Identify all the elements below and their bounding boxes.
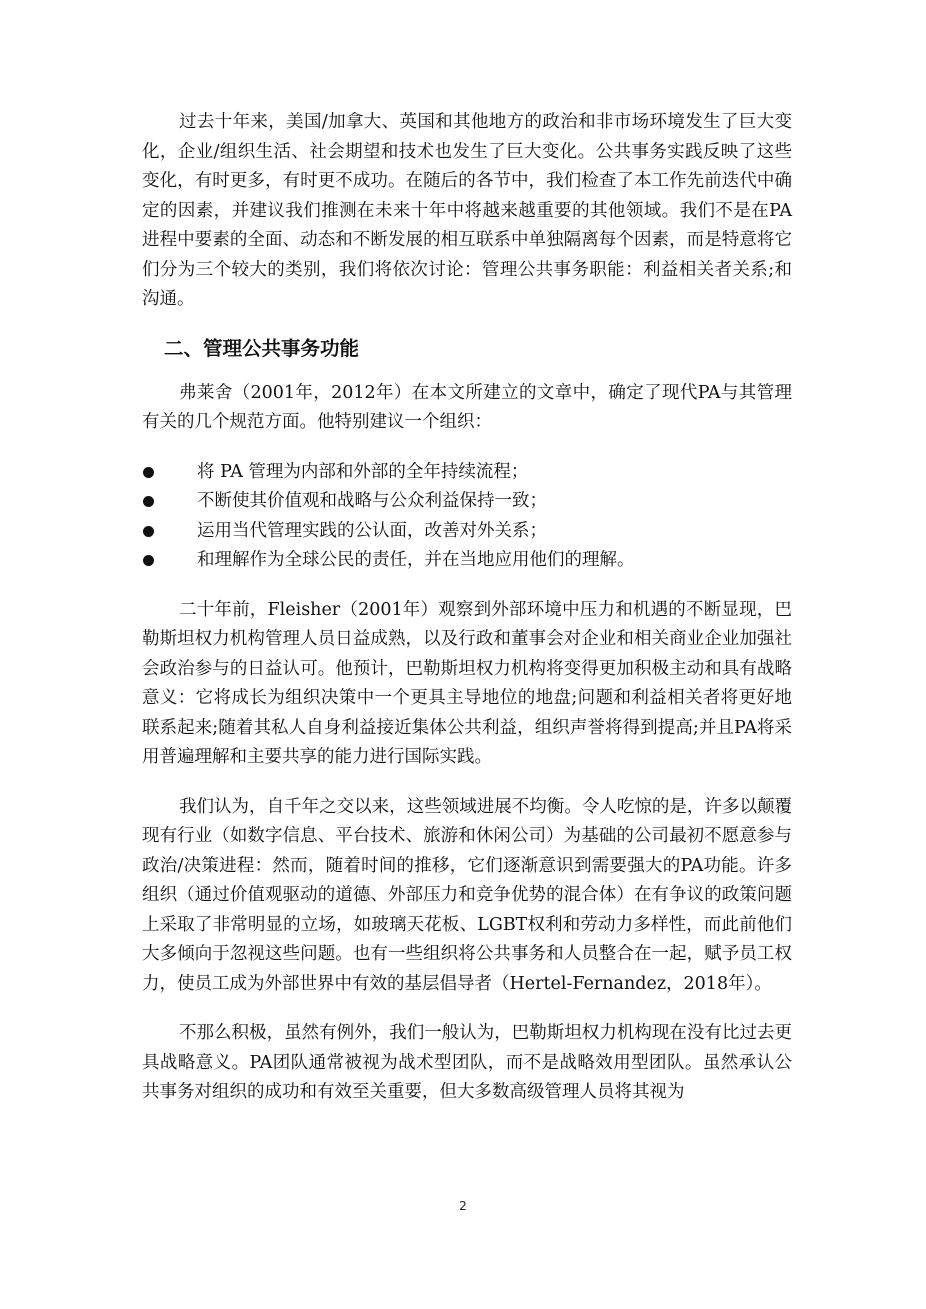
- section-heading: 二、管理公共事务功能: [164, 336, 360, 360]
- paragraph-twenty-years: 二十年前，Fleisher（2001年）观察到外部环境中压力和机遇的不断显现，巴勒斯坦权力机构管理人员日益成熟，以及行政和董事会对企业和相关商业企业加强社会政治参与的日益认可。他预计，巴勒斯坦权力机构将变得更加积极主动和具有战略意义：它将成长为组织决策中一个更具主导地位的地盘;问题和利益相关者将更好地联系起来;随着其私人自身利益接近集体公共利益，组织声誉将得到提高;并且PA将采用普遍理解和主要共享的能力进行国际实践。: [142, 599, 792, 767]
- list-item: [142, 487, 792, 517]
- paragraph-fleisher-intro: 弗莱舍（2001年，2012年）在本文所建立的文章中，确定了现代PA与其管理有关的几个规范方面。他特别建议一个组织：: [142, 382, 792, 432]
- bullet-text: 和理解作为全球公民的责任，并在当地应用他们的理解。: [197, 550, 635, 570]
- bullet-list: [142, 458, 792, 576]
- bullet-text: 将 PA 管理为内部和外部的全年持续流程；: [197, 461, 529, 482]
- page-number: 2: [459, 1199, 467, 1213]
- paragraph-millennium: 我们认为，自千年之交以来，这些领域进展不均衡。令人吃惊的是，许多以颠覆现有行业（如数字信息、平台技术、旅游和休闲公司）为基础的公司最初不愿意参与政治/决策进程：然而，随着时间的推移，它们逐渐意识到需要强大的PA功能。许多组织（通过价值观驱动的道德、外部压力和竞争优势的混合体）在有争议的政策问题上采取了非常明显的立场，如玻璃天花板、LGBT权利和劳动力多样性，而此前他们大多倾向于忽视这些问题。也有一些组织将公共事务和人员整合在一起，赋予员工权力，使员工成为外部世界中有效的基层倡导者（Hertel-Fernandez，2018年）。: [142, 796, 792, 994]
- bullet-dot-icon: [143, 555, 154, 566]
- bullet-text: 不断使其价值观和战略与公众利益保持一致；: [197, 491, 547, 511]
- paragraph-intro: 过去十年来，美国/加拿大、英国和其他地方的政治和非市场环境发生了巨大变化，企业/组织生活、社会期望和技术也发生了巨大变化。公共事务实践反映了这些变化，有时更多，有时更不成功。在随后的各节中，我们检查了本工作先前迭代中确定的因素，并建议我们推测在未来十年中将越来越重要的其他领域。我们不是在PA进程中要素的全面、动态和不断发展的相互联系中单独隔离每个因素，而是特意将它们分为三个较大的类别，我们将依次讨论：管理公共事务职能：利益相关者关系;和沟通。: [142, 112, 792, 309]
- bullet-dot-icon: [143, 526, 154, 537]
- bullet-text: 运用当代管理实践的公认面，改善对外关系；: [197, 520, 547, 541]
- bullet-dot-icon: [143, 467, 154, 478]
- document-body: [142, 108, 792, 1108]
- list-item: [142, 546, 792, 576]
- bullet-dot-icon: [143, 496, 154, 507]
- list-item: [142, 517, 792, 547]
- list-item: [142, 458, 792, 488]
- paragraph-less-positive: 不那么积极，虽然有例外，我们一般认为，巴勒斯坦权力机构现在没有比过去更具战略意义。PA团队通常被视为战术型团队，而不是战略效用型团队。虽然承认公共事务对组织的成功和有效至关重要，但大多数高级管理人员将其视为: [142, 1023, 792, 1102]
